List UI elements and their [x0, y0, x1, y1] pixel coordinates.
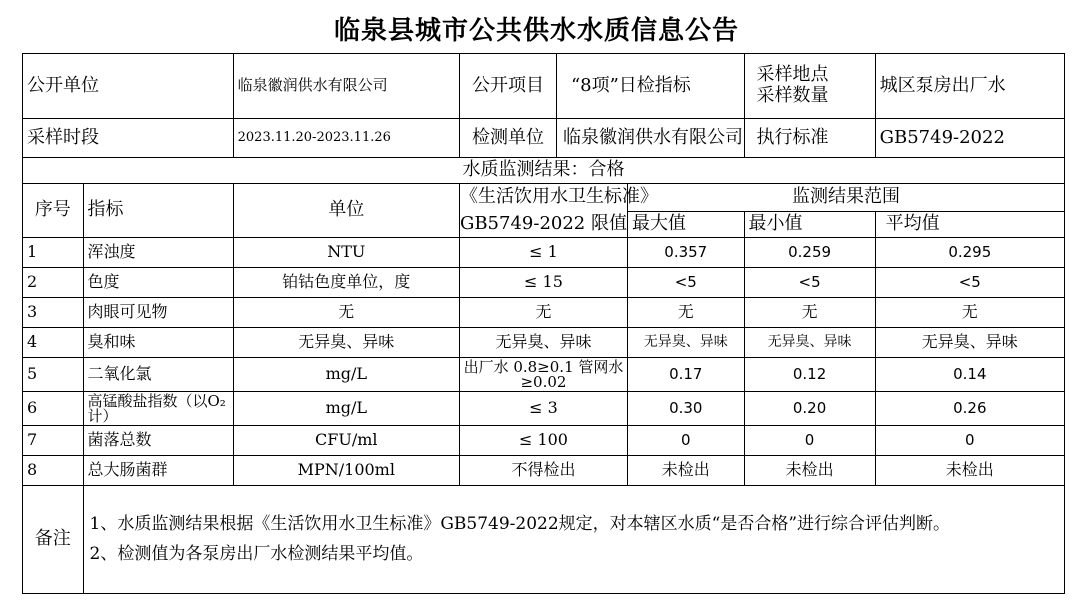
row-limit: ≤ 3	[459, 392, 627, 426]
standard-value: GB5749-2022	[875, 119, 1064, 158]
notes-row	[23, 486, 1065, 594]
sampling-location-label: 采样地点	[756, 64, 829, 86]
row-limit: 不得检出	[459, 456, 627, 486]
row-indicator: 总大肠菌群	[83, 456, 233, 486]
notes-label: 备注	[23, 486, 84, 594]
row-avg: 未检出	[875, 456, 1064, 486]
monitoring-result: 水质监测结果：合格	[23, 158, 1065, 184]
row-max: 0.357	[628, 238, 745, 268]
table-row	[23, 298, 1065, 328]
table-row	[23, 456, 1065, 486]
row-unit: 无异臭、异味	[233, 328, 459, 358]
sampling-quantity-label: 采样数量	[756, 85, 829, 106]
row-limit: ≤ 100	[459, 426, 627, 456]
row-indicator: 色度	[83, 268, 233, 298]
row-min: 未检出	[744, 456, 875, 486]
row-seq: 4	[23, 328, 84, 358]
header-max: 最大值	[628, 212, 745, 238]
row-avg: 无异臭、异味	[875, 328, 1064, 358]
water-quality-table	[22, 53, 1065, 594]
row-seq: 3	[23, 298, 84, 328]
row-unit: 铂钴色度单位，度	[233, 268, 459, 298]
note-line-1: 1、水质监测结果根据《生活饮用水卫生标准》GB5749-2022规定，对本辖区水质“是否合格”进行综合评估判断。	[89, 513, 951, 534]
row-max: 0.17	[628, 358, 745, 392]
row-limit: 无	[459, 298, 627, 328]
row-max: 0	[628, 426, 745, 456]
row-seq: 1	[23, 238, 84, 268]
row-min: 0.20	[744, 392, 875, 426]
sampling-location-value: 城区泵房出厂水	[875, 54, 1064, 119]
row-min: 0	[744, 426, 875, 456]
row-min: <5	[744, 268, 875, 298]
header-avg: 平均值	[875, 212, 1064, 238]
public-item-value: “8项”日检指标	[570, 74, 691, 96]
header-indicator: 指标	[83, 184, 233, 238]
table-row	[23, 238, 1065, 268]
public-unit-label: 公开单位	[23, 54, 234, 119]
row-limit: ≤ 15	[459, 268, 627, 298]
info-row-2	[23, 119, 1065, 158]
row-avg: 0.14	[875, 358, 1064, 392]
table-row	[23, 268, 1065, 298]
header-row-1	[23, 184, 1065, 212]
testing-unit-label: 检测单位	[460, 119, 557, 157]
public-item-label: 公开项目	[460, 54, 557, 118]
row-avg: 0.295	[875, 238, 1064, 268]
page-title: 临泉县城市公共供水水质信息公告	[333, 16, 739, 46]
row-unit: MPN/100ml	[233, 456, 459, 486]
header-range: 监测结果范围	[628, 184, 1065, 212]
row-limit: 出厂水 0.8≥0.1 管网水≥0.02	[459, 358, 627, 392]
table-row	[23, 392, 1065, 426]
row-avg: 无	[875, 298, 1064, 328]
row-max: 未检出	[628, 456, 745, 486]
row-seq: 8	[23, 456, 84, 486]
row-indicator: 菌落总数	[83, 426, 233, 456]
row-unit: 无	[233, 298, 459, 328]
row-unit: CFU/ml	[233, 426, 459, 456]
row-indicator: 肉眼可见物	[83, 298, 233, 328]
testing-unit-value: 临泉徽润供水有限公司	[562, 126, 743, 148]
sampling-period-value: 2023.11.20-2023.11.26	[233, 119, 459, 158]
row-avg: 0.26	[875, 392, 1064, 426]
header-seq: 序号	[23, 184, 84, 238]
table-row	[23, 358, 1065, 392]
row-avg: 0	[875, 426, 1064, 456]
row-min: 无异臭、异味	[744, 328, 875, 358]
info-row-1	[23, 54, 1065, 119]
row-min: 0.12	[744, 358, 875, 392]
row-min: 无	[744, 298, 875, 328]
row-min: 0.259	[744, 238, 875, 268]
row-limit: ≤ 1	[459, 238, 627, 268]
row-unit: mg/L	[233, 392, 459, 426]
row-indicator: 浑浊度	[83, 238, 233, 268]
note-line-2: 2、检测值为各泵房出厂水检测结果平均值。	[89, 543, 424, 564]
row-max: 无	[628, 298, 745, 328]
sampling-period-label: 采样时段	[23, 119, 234, 158]
header-limit-line-1: 《生活饮用水卫生标准》	[459, 185, 658, 207]
row-max: <5	[628, 268, 745, 298]
table-row	[23, 426, 1065, 456]
public-unit-value: 临泉徽润供水有限公司	[233, 54, 459, 119]
row-indicator: 二氧化氯	[83, 358, 233, 392]
result-row	[23, 158, 1065, 184]
row-indicator: 臭和味	[83, 328, 233, 358]
header-unit: 单位	[233, 184, 459, 238]
standard-label: 执行标准	[744, 119, 875, 158]
row-max: 0.30	[628, 392, 745, 426]
header-limit-line-2: GB5749-2022 限值	[459, 212, 627, 234]
row-max: 无异臭、异味	[628, 328, 745, 358]
row-seq: 7	[23, 426, 84, 456]
row-limit: 无异臭、异味	[459, 328, 627, 358]
row-avg: <5	[875, 268, 1064, 298]
table-row	[23, 328, 1065, 358]
row-unit: NTU	[233, 238, 459, 268]
row-indicator: 高锰酸盐指数（以O₂计）	[83, 392, 233, 426]
row-seq: 6	[23, 392, 84, 426]
row-seq: 5	[23, 358, 84, 392]
row-seq: 2	[23, 268, 84, 298]
row-unit: mg/L	[233, 358, 459, 392]
header-min: 最小值	[744, 212, 875, 238]
